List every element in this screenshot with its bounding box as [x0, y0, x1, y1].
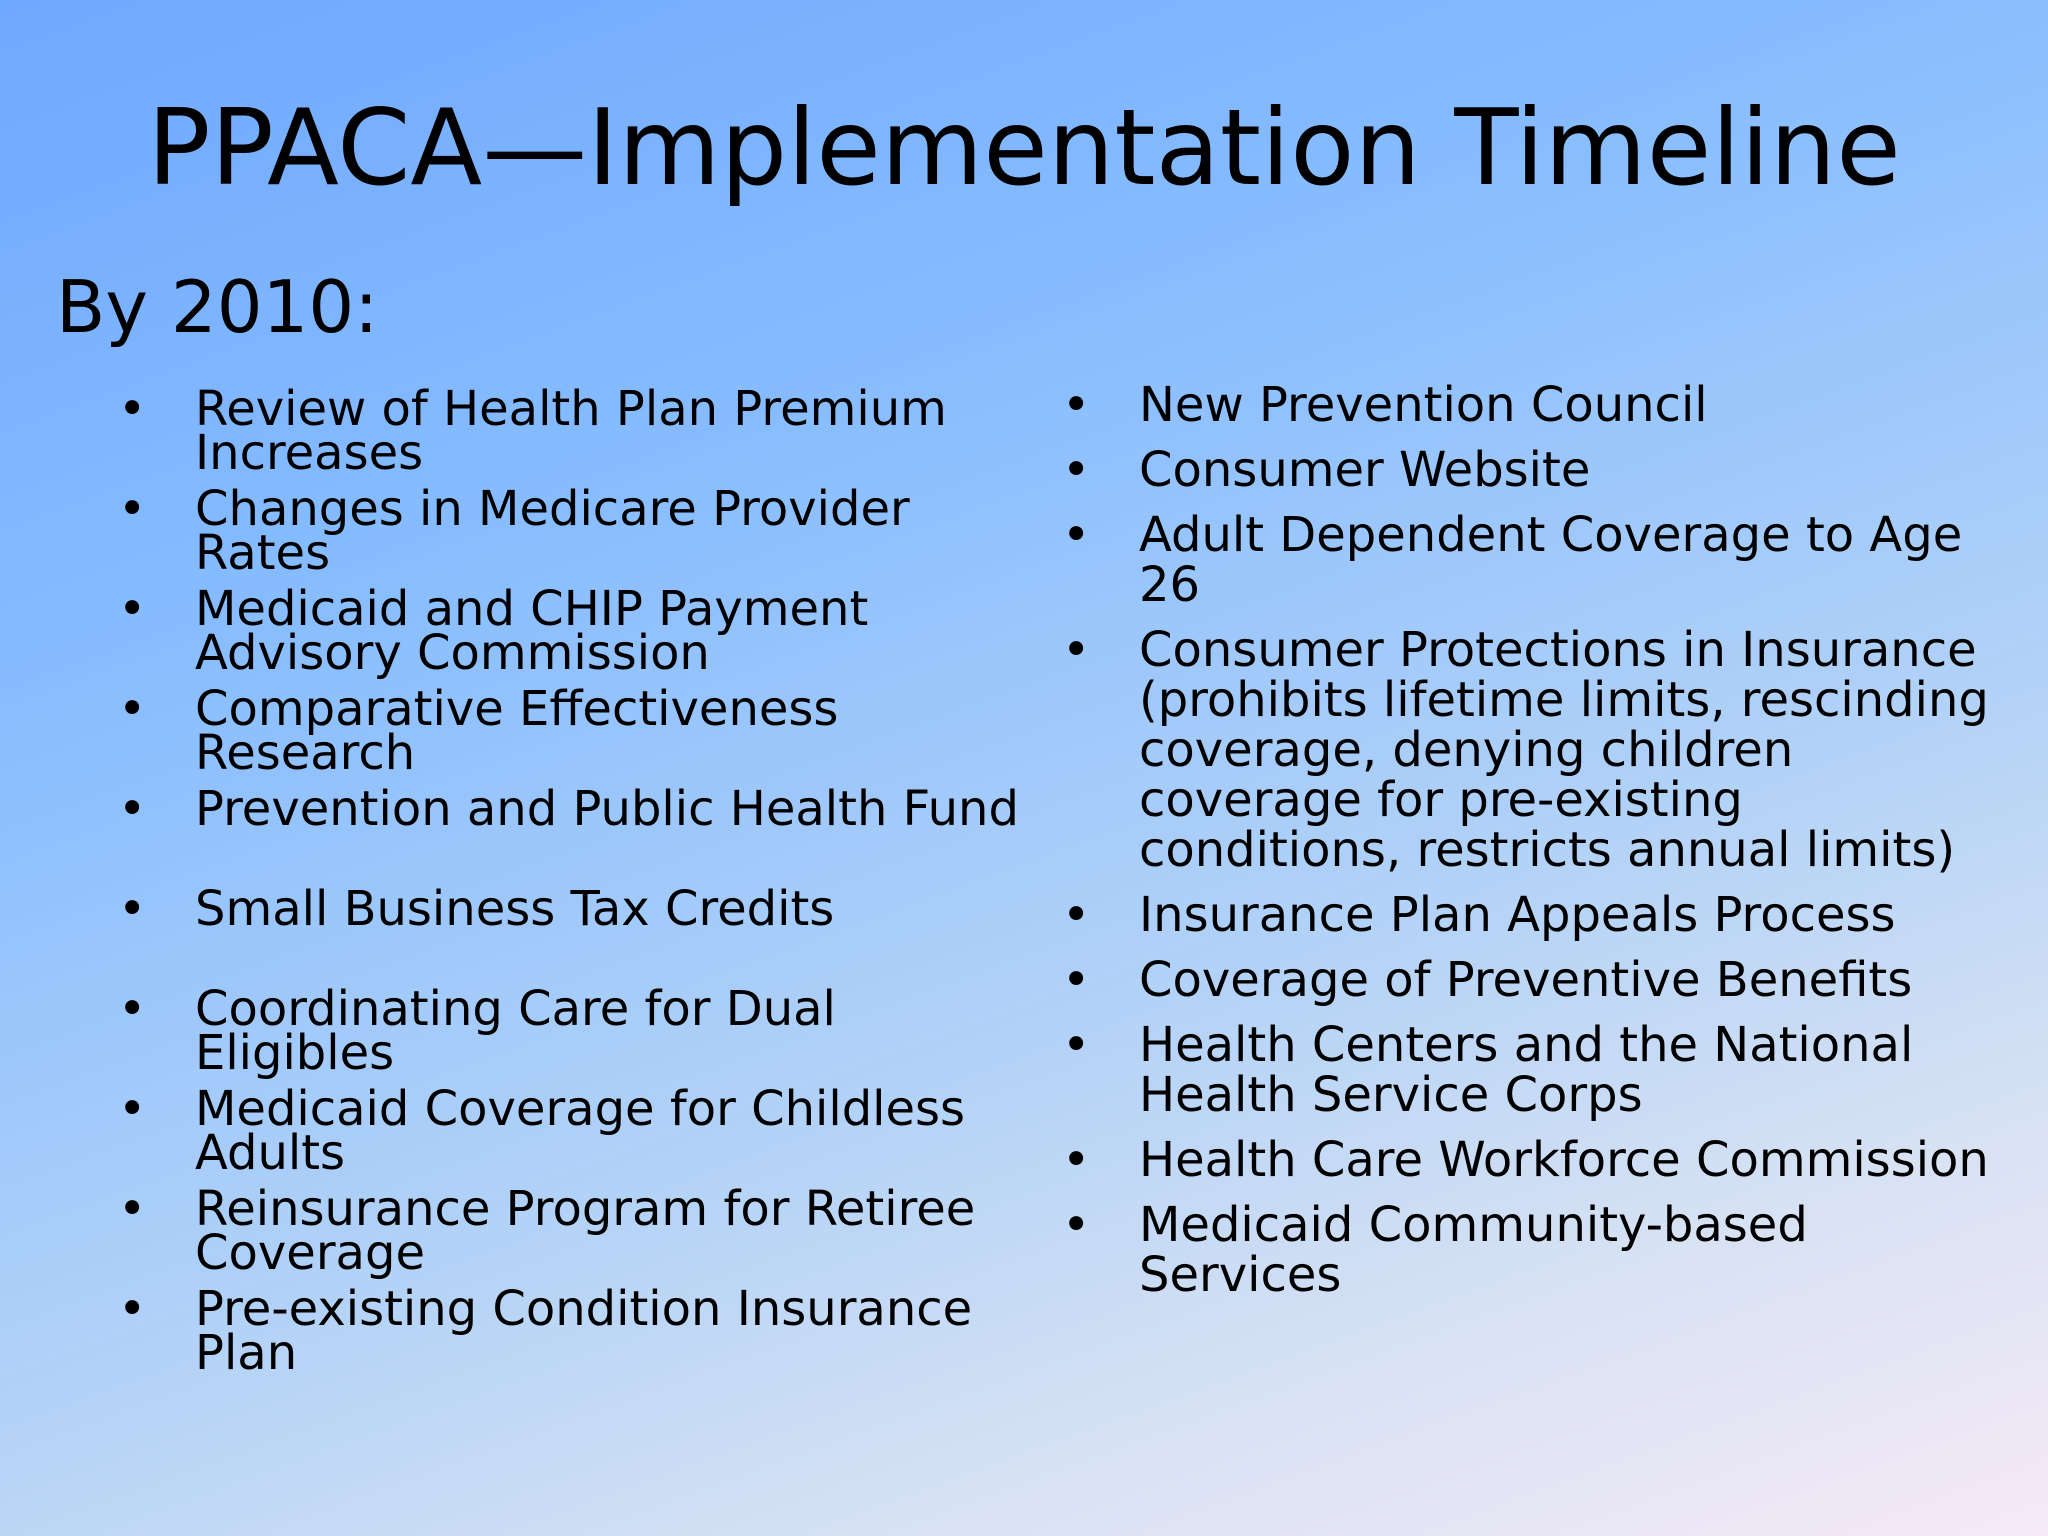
bullet-icon: • — [118, 481, 147, 537]
list-item-text: Comparative Effectiveness Research — [195, 681, 839, 781]
list-item — [118, 1181, 1035, 1287]
bullet-icon: • — [1062, 622, 1091, 678]
list-item — [1062, 1132, 2019, 1188]
bullet-icon: • — [1062, 1132, 1091, 1188]
list-item-text: Adult Dependent Coverage to Age 26 — [1139, 507, 1963, 613]
list-item — [118, 1281, 1035, 1387]
list-item — [118, 881, 1035, 987]
list-item — [1062, 1017, 2019, 1123]
bullet-icon: • — [1062, 1017, 1091, 1073]
list-item-text: Changes in Medicare Provider Rates — [195, 481, 910, 581]
list-item-text: Consumer Website — [1139, 442, 1591, 498]
list-item-text: Medicaid Coverage for Childless Adults — [195, 1081, 966, 1181]
list-item — [118, 681, 1035, 787]
list-item-text: Medicaid Community-based Services — [1139, 1197, 1808, 1303]
list-item — [118, 1081, 1035, 1187]
bullet-icon: • — [118, 881, 147, 937]
list-item — [118, 481, 1035, 587]
bullet-icon: • — [1062, 442, 1091, 498]
slide-title: PPACA—Implementation Timeline — [147, 87, 1901, 209]
list-item — [118, 381, 1035, 487]
list-item-text: Consumer Protections in Insurance (prohibits lifetime limits, rescinding coverage, denying children coverage for pre-existing conditions, restricts annual limits) — [1139, 622, 1989, 878]
bullet-icon: • — [1062, 1197, 1091, 1253]
list-item — [1062, 952, 2019, 1008]
bullet-icon: • — [118, 781, 147, 837]
bullet-icon: • — [118, 1081, 147, 1137]
bullet-icon: • — [118, 581, 147, 637]
list-item — [1062, 377, 2019, 433]
bullet-icon: • — [118, 1181, 147, 1237]
bullet-icon: • — [1062, 377, 1091, 433]
list-item — [1062, 887, 2019, 943]
bullet-icon: • — [118, 681, 147, 737]
list-item — [118, 581, 1035, 687]
list-item — [1062, 442, 2019, 498]
list-item — [118, 981, 1035, 1087]
bullet-icon: • — [118, 981, 147, 1037]
bullet-icon: • — [1062, 887, 1091, 943]
list-item-text: Small Business Tax Credits — [195, 881, 835, 937]
list-item-text: Insurance Plan Appeals Process — [1139, 887, 1896, 943]
list-item — [118, 781, 1035, 887]
list-item-text: Reinsurance Program for Retiree Coverage — [195, 1181, 976, 1281]
list-item-text: Prevention and Public Health Fund — [195, 781, 1019, 837]
list-item — [1062, 1197, 2019, 1303]
list-item-text: Review of Health Plan Premium Increases — [195, 381, 947, 481]
bullet-icon: • — [1062, 952, 1091, 1008]
list-item-text: Medicaid and CHIP Payment Advisory Commission — [195, 581, 869, 681]
list-item-text: New Prevention Council — [1139, 377, 1708, 433]
right-bullet-list — [1062, 377, 2019, 1315]
list-item — [1062, 507, 2019, 613]
bullet-icon: • — [1062, 507, 1091, 563]
list-item-text: Health Centers and the National Health Service Corps — [1139, 1017, 1914, 1123]
left-bullet-list — [118, 381, 1035, 1387]
list-item-text: Coordinating Care for Dual Eligibles — [195, 981, 836, 1081]
bullet-icon: • — [118, 381, 147, 437]
list-item — [1062, 622, 2019, 878]
bullet-icon: • — [118, 1281, 147, 1337]
list-item-text: Coverage of Preventive Benefits — [1139, 952, 1913, 1008]
list-item-text: Health Care Workforce Commission — [1139, 1132, 1989, 1188]
slide-subtitle: By 2010: — [56, 265, 379, 349]
list-item-text: Pre-existing Condition Insurance Plan — [195, 1281, 973, 1381]
